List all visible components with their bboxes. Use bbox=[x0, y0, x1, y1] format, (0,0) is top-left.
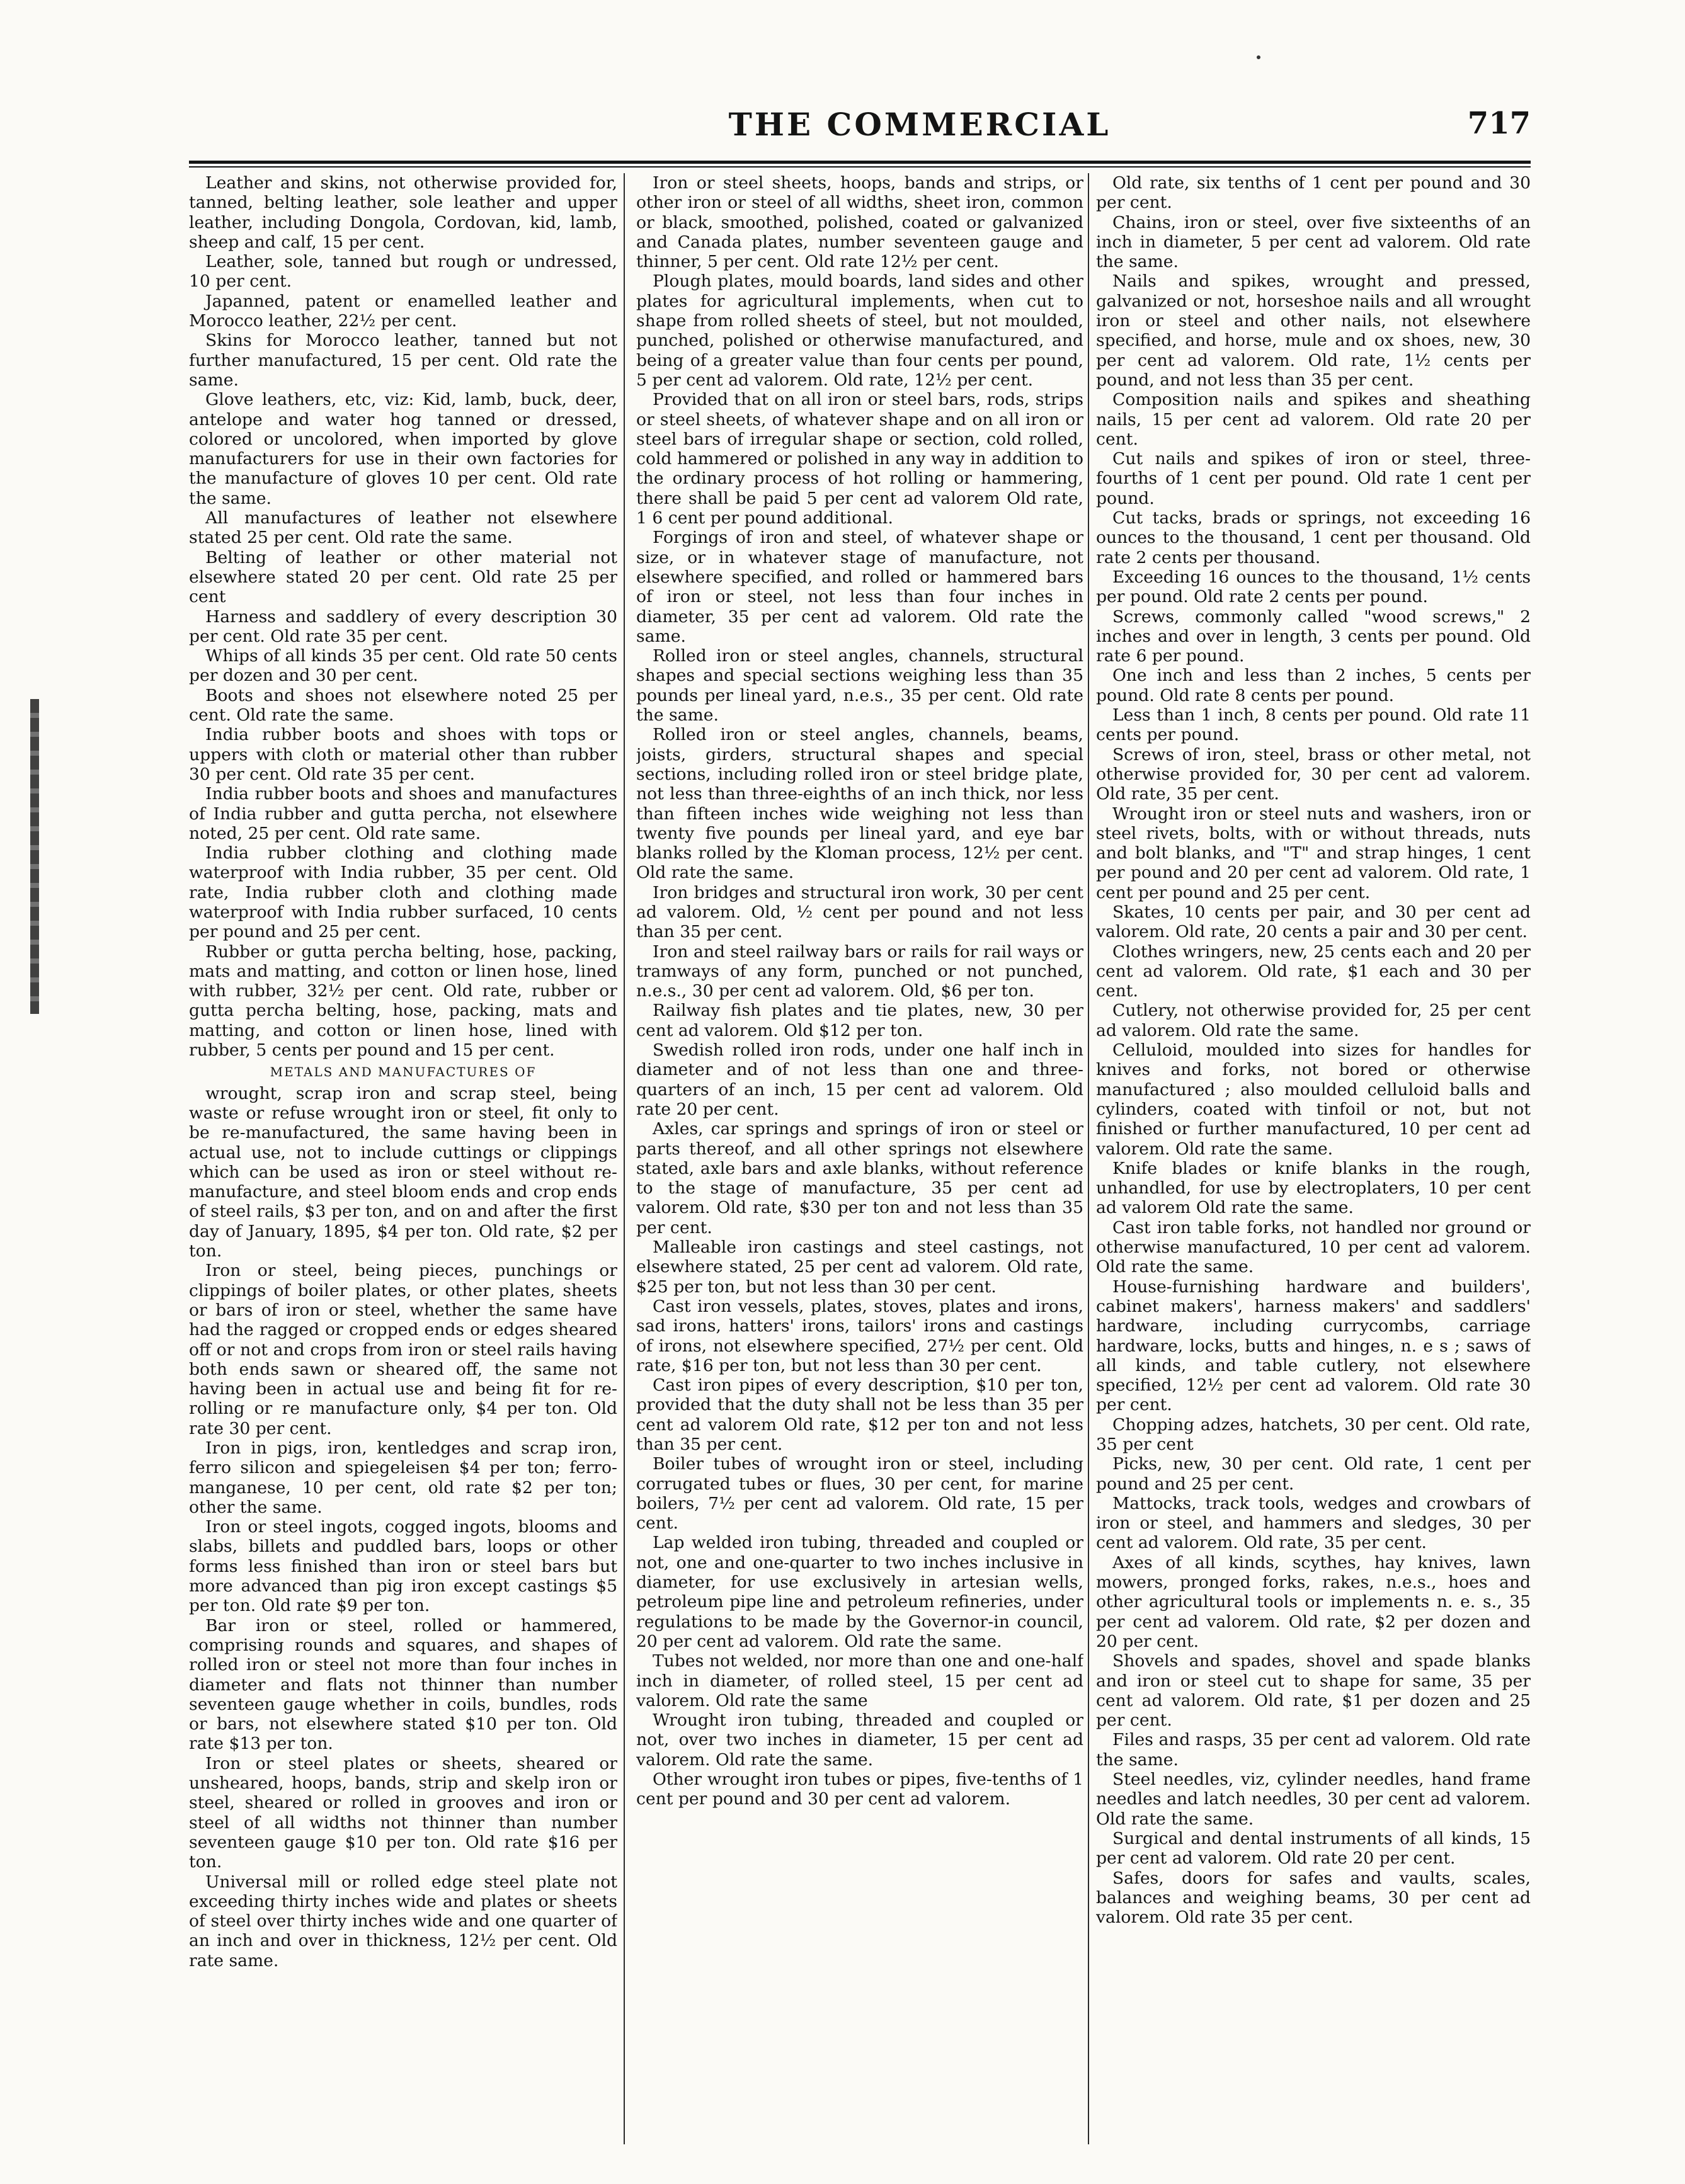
tariff-paragraph: Composition nails and spikes and sheathing nails, 15 per cent ad valorem. Old rate 20 per cent. bbox=[1096, 390, 1531, 449]
tariff-paragraph: Lap welded iron tubing, threaded and coupled or not, one and one-quarter to two inches inclusive in diameter, for use exclusively in artesian wells, petroleum pipe line and petroleum refineries, under regulations to be made by the Governor-in council, 20 per cent ad valorem. Old rate the same. bbox=[636, 1533, 1083, 1651]
tariff-paragraph: Picks, new, 30 per cent. Old rate, 1 cent per pound and 25 per cent. bbox=[1096, 1454, 1531, 1494]
tariff-paragraph: Bar iron or steel, rolled or hammered, comprising rounds and squares, and shapes of rolled iron or steel not more than four inches in diameter and flats not thinner than number seventeen gauge whether in coils, bundles, rods or bars, not elsewhere stated $10 per ton. Old rate $13 per ton. bbox=[189, 1615, 617, 1754]
tariff-paragraph: Cast iron table forks, not handled nor ground or otherwise manufactured, 10 per cent ad valorem. Old rate the same. bbox=[1096, 1217, 1531, 1277]
tariff-paragraph: House-furnishing hardware and builders', cabinet makers', harness makers' and saddlers' hardware, including currycombs, carriage hardware, locks, butts and hinges, n. e s ; saws of all kinds, and table cutlery, not elsewhere specified, 12½ per cent ad valorem. Old rate 30 per cent. bbox=[1096, 1277, 1531, 1415]
tariff-paragraph: India rubber clothing and clothing made waterproof with India rubber, 35 per cent. Old rate, India rubber cloth and clothing made waterproof with India rubber surfaced, 10 cents per pound and 25 per cent. bbox=[189, 843, 617, 942]
tariff-paragraph: Leather and skins, not otherwise provided for, tanned, belting leather, sole leather and upper leather, including Dongola, Cordovan, kid, lamb, sheep and calf, 15 per cent. bbox=[189, 173, 617, 252]
tariff-paragraph: Chopping adzes, hatchets, 30 per cent. Old rate, 35 per cent bbox=[1096, 1414, 1531, 1454]
tariff-paragraph: Iron in pigs, iron, kentledges and scrap iron, ferro silicon and spiegeleisen $4 per ton; ferro-manganese, 10 per cent, old rate $2 per ton; other the same. bbox=[189, 1438, 617, 1517]
tariff-paragraph: One inch and less than 2 inches, 5 cents per pound. Old rate 8 cents per pound. bbox=[1096, 666, 1531, 705]
tariff-paragraph: Wrought iron tubing, threaded and coupled or not, over two inches in diameter, 15 per cent ad valorem. Old rate the same. bbox=[636, 1710, 1083, 1770]
tariff-paragraph: Leather, sole, tanned but rough or undressed, 10 per cent. bbox=[189, 252, 617, 292]
page-number: 717 bbox=[1467, 106, 1531, 141]
tariff-paragraph: Rubber or gutta percha belting, hose, packing, mats and matting, and cotton or linen hose, lined with rubber, 32½ per cent. Old rate, rubber or gutta percha belting, hose, packing, mats and matting, and cotton or linen hose, lined with rubber, 5 cents per pound and 15 per cent. bbox=[189, 941, 617, 1061]
publication-title: THE COMMERCIAL bbox=[728, 106, 1111, 143]
tariff-paragraph: wrought, scrap iron and scrap steel, being waste or refuse wrought iron or steel, fit only to be re-manufactured, the same having been in actual use, not to include cuttings or clippings which can be used as iron or steel without re-manufacture, and steel bloom ends and crop ends of steel rails, $3 per ton, and on and after the first day of January, 1895, $4 per ton. Old rate, $2 per ton. bbox=[189, 1083, 617, 1261]
tariff-paragraph: Steel needles, viz, cylinder needles, hand frame needles and latch needles, 30 per cent ad valorem. Old rate the same. bbox=[1096, 1770, 1531, 1829]
tariff-paragraph: Axles, car springs and springs of iron or steel or parts thereof, and all other springs not elsewhere stated, axle bars and axle blanks, without reference to the stage of manufacture, 35 per cent ad valorem. Old rate, $30 per ton and not less than 35 per cent. bbox=[636, 1119, 1083, 1237]
tariff-paragraph: Cast iron vessels, plates, stoves, plates and irons, sad irons, hatters' irons, tailors' irons and castings of irons, not elsewhere specified, 27½ per cent. Old rate, $16 per ton, but not less than 30 per cent. bbox=[636, 1296, 1083, 1375]
tariff-paragraph: Cut nails and spikes of iron or steel, three-fourths of 1 cent per pound. Old rate 1 cent per pound. bbox=[1096, 449, 1531, 508]
tariff-paragraph: Glove leathers, etc, viz: Kid, lamb, buck, deer, antelope and water hog tanned or dressed, colored or uncolored, when imported by glove manufacturers for use in their own factories for the manufacture of gloves 10 per cent. Old rate the same. bbox=[189, 390, 617, 508]
tariff-paragraph: Chains, iron or steel, over five sixteenths of an inch in diameter, 5 per cent ad valorem. Old rate the same. bbox=[1096, 212, 1531, 272]
tariff-paragraph: Swedish rolled iron rods, under one half inch in diameter and of not less than one and three-quarters of an inch, 15 per cent ad valorem. Old rate 20 per cent. bbox=[636, 1040, 1083, 1119]
tariff-paragraph: Provided that on all iron or steel bars, rods, strips or steel sheets, of whatever shape and on all iron or steel bars of irregular shape or section, cold rolled, cold hammered or polished in any way in addition to the ordinary process of hot rolling or hammering, there shall be paid 5 per cent ad valorem Old rate, 1 6 cent per pound additional. bbox=[636, 390, 1083, 528]
tariff-paragraph: Wrought iron or steel nuts and washers, iron or steel rivets, bolts, with or without threads, nuts and bolt blanks, and "T" and strap hinges, 1 cent per pound and 20 per cent ad valorem. Old rate, 1 cent per pound and 25 per cent. bbox=[1096, 804, 1531, 902]
tariff-paragraph: Japanned, patent or enamelled leather and Morocco leather, 22½ per cent. bbox=[189, 291, 617, 331]
tariff-paragraph: Boots and shoes not elsewhere noted 25 per cent. Old rate the same. bbox=[189, 685, 617, 725]
tariff-paragraph: Tubes not welded, nor more than one and one-half inch in diameter, of rolled steel, 15 per cent ad valorem. Old rate the same bbox=[636, 1651, 1083, 1710]
tariff-paragraph: Iron and steel railway bars or rails for rail ways or tramways of any form, punched or not punched, n.e.s., 30 per cent ad valorem. Old, $6 per ton. bbox=[636, 941, 1083, 1001]
tariff-paragraph: Celluloid, moulded into sizes for handles for knives and forks, not bored or otherwise manufactured ; also moulded celluloid balls and cylinders, coated with tinfoil or not, but not finished or further manufactured, 10 per cent ad valorem. Old rate the same. bbox=[1096, 1040, 1531, 1159]
tariff-paragraph: Axes of all kinds, scythes, hay knives, lawn mowers, pronged forks, rakes, n.e.s., hoes and other agricultural tools or implements n. e. s., 35 per cent ad valorem. Old rate, $2 per dozen and 20 per cent. bbox=[1096, 1552, 1531, 1651]
tariff-paragraph: Forgings of iron and steel, of whatever shape or size, or in whatever stage of manufacture, not elsewhere specified, and rolled or hammered bars of iron or steel, not less than four inches in diameter, 35 per cent ad valorem. Old rate the same. bbox=[636, 528, 1083, 646]
tariff-paragraph: Belting of leather or other material not elsewhere stated 20 per cent. Old rate 25 per cent bbox=[189, 547, 617, 607]
tariff-paragraph: Iron bridges and structural iron work, 30 per cent ad valorem. Old, ½ cent per pound and not less than 35 per cent. bbox=[636, 882, 1083, 942]
tariff-paragraph: Skins for Morocco leather, tanned but not further manufactured, 15 per cent. Old rate the same. bbox=[189, 331, 617, 390]
column-divider bbox=[624, 173, 625, 2144]
tariff-paragraph: Nails and spikes, wrought and pressed, galvanized or not, horseshoe nails and all wrought iron or steel and other nails, not elsewhere specified, and horse, mule and ox shoes, new, 30 per cent ad valorem. Old rate, 1½ cents per pound, and not less than 35 per cent. bbox=[1096, 271, 1531, 390]
print-speck bbox=[1257, 55, 1260, 59]
section-heading: METALS AND MANUFACTURES OF bbox=[270, 1064, 537, 1080]
header-rule bbox=[189, 161, 1531, 164]
tariff-paragraph: Iron or steel sheets, hoops, bands and strips, or other iron or steel of all widths, sheet iron, common or black, smoothed, polished, coated or galvanized and Canada plates, number seventeen gauge and thinner, 5 per cent. Old rate 12½ per cent. bbox=[636, 173, 1083, 272]
tariff-paragraph: India rubber boots and shoes with tops or uppers with cloth or material other than rubber 30 per cent. Old rate 35 per cent. bbox=[189, 725, 617, 784]
tariff-paragraph: Files and rasps, 35 per cent ad valorem. Old rate the same. bbox=[1096, 1730, 1531, 1770]
tariff-paragraph: Boiler tubes of wrought iron or steel, including corrugated tubes or flues, 30 per cent, for marine boilers, 7½ per cent ad valorem. Old rate, 15 per cent. bbox=[636, 1454, 1083, 1533]
column-1 bbox=[189, 173, 617, 2157]
tariff-paragraph: Cutlery, not otherwise provided for, 25 per cent ad valorem. Old rate the same. bbox=[1096, 1001, 1531, 1040]
tariff-paragraph: Cut tacks, brads or springs, not exceeding 16 ounces to the thousand, 1 cent per thousand. Old rate 2 cents per thousand. bbox=[1096, 508, 1531, 567]
tariff-paragraph: Clothes wringers, new, 25 cents each and 20 per cent ad valorem. Old rate, $1 each and 30 per cent. bbox=[1096, 941, 1531, 1001]
tariff-paragraph: Old rate, six tenths of 1 cent per pound and 30 per cent. bbox=[1096, 173, 1531, 213]
tariff-paragraph: Malleable iron castings and steel castings, not elsewhere stated, 25 per cent ad valorem. Old rate, $25 per ton, but not less than 30 per cent. bbox=[636, 1237, 1083, 1297]
tariff-paragraph: Mattocks, track tools, wedges and crowbars of iron or steel, and hammers and sledges, 30 per cent ad valorem. Old rate, 35 per cent. bbox=[1096, 1493, 1531, 1553]
column-divider bbox=[1088, 173, 1089, 2144]
tariff-paragraph: Surgical and dental instruments of all kinds, 15 per cent ad valorem. Old rate 20 per cent. bbox=[1096, 1828, 1531, 1868]
tariff-paragraph: Harness and saddlery of every description 30 per cent. Old rate 35 per cent. bbox=[189, 606, 617, 646]
tariff-paragraph: Other wrought iron tubes or pipes, five-tenths of 1 cent per pound and 30 per cent ad valorem. bbox=[636, 1770, 1083, 1809]
tariff-paragraph: India rubber boots and shoes and manufactures of India rubber and gutta percha, not elsewhere noted, 25 per cent. Old rate same. bbox=[189, 784, 617, 843]
binding-edge-marks bbox=[30, 699, 39, 1014]
column-3 bbox=[1096, 173, 1531, 2157]
column-2 bbox=[636, 173, 1083, 2157]
tariff-paragraph: Iron or steel plates or sheets, sheared or unsheared, hoops, bands, strip and skelp iron or steel, sheared or rolled in grooves and iron or steel of all widths not thinner than number seventeen gauge $10 per ton. Old rate $16 per ton. bbox=[189, 1753, 617, 1872]
tariff-paragraph: Iron or steel, being pieces, punchings or clippings of boiler plates, or other plates, sheets or bars of iron or steel, whether the same have had the ragged or cropped ends or edges sheared off or not and crops from iron or steel rails having both ends sawn or sheared off, the same not having been in actual use and being fit for re-rolling or re manufacture only, $4 per ton. Old rate 30 per cent. bbox=[189, 1261, 617, 1438]
tariff-paragraph: Cast iron pipes of every description, $10 per ton, provided that the duty shall not be less than 35 per cent ad valorem Old rate, $12 per ton and not less than 35 per cent. bbox=[636, 1375, 1083, 1454]
tariff-paragraph: Whips of all kinds 35 per cent. Old rate 50 cents per dozen and 30 per cent. bbox=[189, 646, 617, 686]
tariff-paragraph: Less than 1 inch, 8 cents per pound. Old rate 11 cents per pound. bbox=[1096, 705, 1531, 745]
tariff-paragraph: All manufactures of leather not elsewhere stated 25 per cent. Old rate the same. bbox=[189, 508, 617, 548]
header-rule-thin bbox=[189, 166, 1531, 168]
tariff-paragraph: Exceeding 16 ounces to the thousand, 1½ cents per pound. Old rate 2 cents per pound. bbox=[1096, 567, 1531, 607]
tariff-paragraph: Shovels and spades, shovel and spade blanks and iron or steel cut to shape for same, 35 per cent ad valorem. Old rate, $1 per dozen and 25 per cent. bbox=[1096, 1651, 1531, 1731]
masthead bbox=[176, 106, 1531, 150]
tariff-paragraph: Railway fish plates and tie plates, new, 30 per cent ad valorem. Old $12 per ton. bbox=[636, 1001, 1083, 1040]
tariff-paragraph: Rolled iron or steel angles, channels, structural shapes and special sections weighing less than 35 pounds per lineal yard, n.e.s., 35 per cent. Old rate the same. bbox=[636, 646, 1083, 725]
tariff-paragraph: Universal mill or rolled edge steel plate not exceeding thirty inches wide and plates or sheets of steel over thirty inches wide and one quarter of an inch and over in thickness, 12½ per cent. Old rate same. bbox=[189, 1872, 617, 1971]
tariff-paragraph: Plough plates, mould boards, land sides and other plates for agricultural implements, when cut to shape from rolled sheets of steel, but not moulded, punched, polished or otherwise manufactured, and being of a greater value than four cents per pound, 5 per cent ad valorem. Old rate, 12½ per cent. bbox=[636, 271, 1083, 390]
tariff-paragraph: Iron or steel ingots, cogged ingots, blooms and slabs, billets and puddled bars, loops or other forms less finished than iron or steel bars but more advanced than pig iron except castings $5 per ton. Old rate $9 per ton. bbox=[189, 1517, 617, 1616]
tariff-paragraph: Knife blades or knife blanks in the rough, unhandled, for use by electroplaters, 10 per cent ad valorem Old rate the same. bbox=[1096, 1158, 1531, 1218]
tariff-paragraph: Safes, doors for safes and vaults, scales, balances and weighing beams, 30 per cent ad valorem. Old rate 35 per cent. bbox=[1096, 1868, 1531, 1928]
tariff-paragraph: Rolled iron or steel angles, channels, beams, joists, girders, structural shapes and special sections, including rolled iron or steel bridge plate, not less than three-eighths of an inch thick, nor less than fifteen inches wide weighing not less than twenty five pounds per lineal yard, and eye bar blanks rolled by the Kloman process, 12½ per cent. Old rate the same. bbox=[636, 725, 1083, 883]
tariff-paragraph: Screws, commonly called "wood screws," 2 inches and over in length, 3 cents per pound. Old rate 6 per pound. bbox=[1096, 606, 1531, 666]
tariff-paragraph: Screws of iron, steel, brass or other metal, not otherwise provided for, 30 per cent ad valorem. Old rate, 35 per cent. bbox=[1096, 744, 1531, 804]
tariff-paragraph: Skates, 10 cents per pair, and 30 per cent ad valorem. Old rate, 20 cents a pair and 30 per cent. bbox=[1096, 902, 1531, 942]
